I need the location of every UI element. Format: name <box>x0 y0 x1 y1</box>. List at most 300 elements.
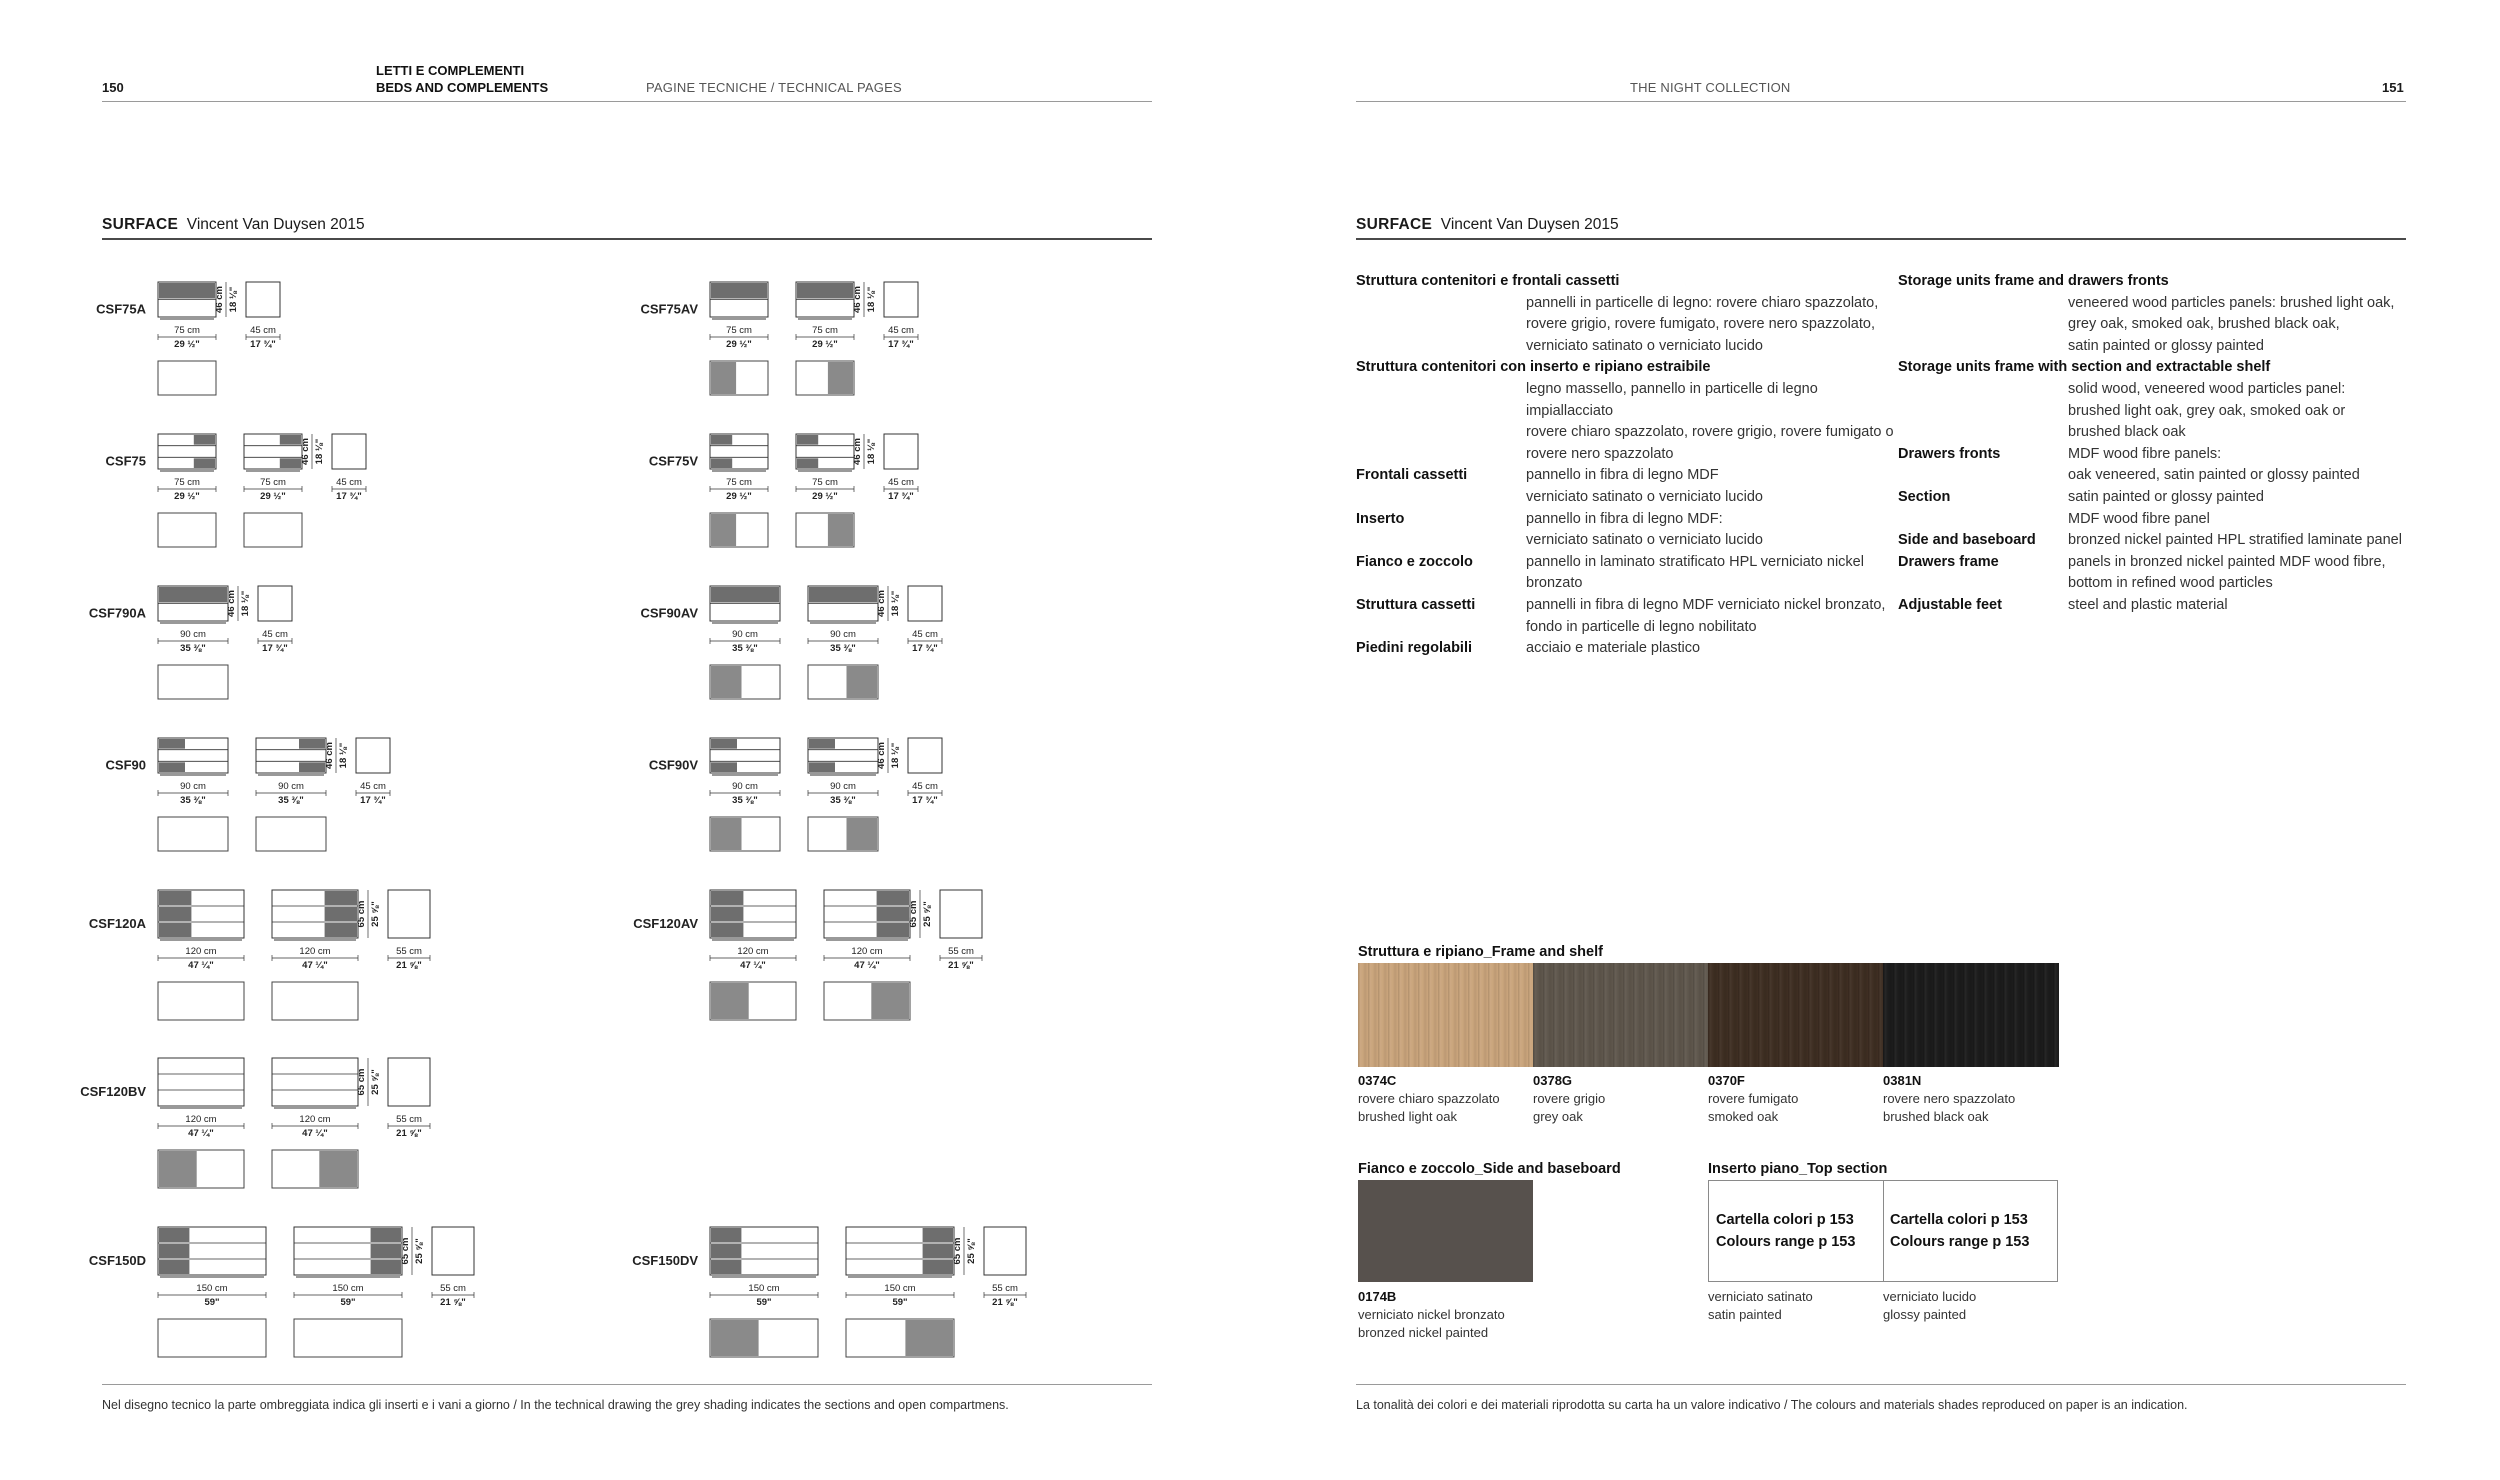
swatch-name-it: rovere grigio <box>1533 1091 1606 1106</box>
dimension-label-inch: 35 ⅜" <box>278 795 304 806</box>
dimension-label: 55 cm <box>948 946 974 957</box>
spec-line: rovere nero spazzolato <box>1526 445 1674 462</box>
dimension-label: 55 cm <box>396 946 422 957</box>
shaded-section <box>923 1228 953 1242</box>
dimension-label-inch: 35 ⅜" <box>830 795 856 806</box>
shaded-section <box>194 435 215 445</box>
shaded-section <box>877 907 909 921</box>
spec-row <box>1898 357 2418 443</box>
model-code: CSF120AV <box>633 916 698 931</box>
height-label-inch: 18 ⅛" <box>866 438 877 465</box>
height-label-inch: 18 ⅛" <box>314 438 325 465</box>
shaded-section <box>711 1228 741 1242</box>
spec-row <box>1356 509 1896 552</box>
spec-line: pannello in fibra di legno MDF <box>1526 467 1719 484</box>
dimension-label: 45 cm <box>912 629 938 640</box>
shaded-section <box>371 1228 401 1242</box>
finish-label <box>1708 1288 1813 1324</box>
swatch-name-en: brushed black oak <box>1883 1109 1989 1124</box>
spec-label: Section <box>1898 488 1951 505</box>
spec-line: verniciato satinato o verniciato lucido <box>1526 337 1763 354</box>
height-label-inch: 18 ⅛" <box>240 590 251 617</box>
front-view <box>272 1058 358 1106</box>
box-line-en: Colours range p 153 <box>1890 1234 2030 1250</box>
dimension-label-inch: 35 ⅜" <box>180 795 206 806</box>
dimension-label: 90 cm <box>732 781 758 792</box>
plan-section <box>847 666 878 698</box>
height-label-inch: 18 ⅛" <box>866 286 877 313</box>
spec-row <box>1356 595 1896 638</box>
plan-view <box>158 982 244 1020</box>
dimension-label: 150 cm <box>748 1283 780 1294</box>
height-label: 46 cm <box>876 742 887 769</box>
side-view <box>356 738 390 773</box>
side-view <box>332 434 366 469</box>
model-code: CSF75V <box>648 453 698 469</box>
footnote: Nel disegno tecnico la parte ombreggiata indica gli inserti e i vani a giorno / In the technical drawing the grey shading indicates the sections and open compartmens. <box>102 1398 1009 1412</box>
swatch-name-en: brushed light oak <box>1358 1109 1458 1124</box>
spec-row <box>1898 271 2418 357</box>
swatch-name-it: rovere fumigato <box>1708 1091 1799 1106</box>
spec-row <box>1356 552 1896 595</box>
shaded-section <box>299 739 325 749</box>
plan-view <box>158 817 228 851</box>
height-label: 65 cm <box>400 1237 411 1265</box>
model-code: CSF90V <box>648 757 698 773</box>
swatch-name-en: grey oak <box>1533 1109 1583 1124</box>
shaded-section <box>371 1260 401 1274</box>
shaded-section <box>711 283 767 299</box>
model-code: CSF75 <box>105 453 146 469</box>
swatch-label <box>1533 1072 1605 1126</box>
spec-line: pannelli in particelle di legno: rovere chiaro spazzolato, <box>1526 294 1879 311</box>
swatch-code: 0378G <box>1533 1073 1573 1088</box>
spec-line: veneered wood particles panels: brushed light oak, <box>2068 294 2395 311</box>
dimension-label: 120 cm <box>851 946 883 957</box>
footer-divider <box>1356 1384 2406 1385</box>
swatch-label <box>1708 1072 1798 1126</box>
dimension-label: 75 cm <box>174 477 200 488</box>
height-label: 65 cm <box>908 900 919 928</box>
dimension-label: 90 cm <box>830 629 856 640</box>
plan-section <box>711 983 749 1019</box>
dimension-label-inch: 35 ⅜" <box>830 643 856 654</box>
spec-line: pannello in laminato stratificato HPL verniciato nickel bronzato <box>1526 553 1864 592</box>
product-title <box>1356 216 1619 234</box>
dimension-label: 120 cm <box>737 946 769 957</box>
plan-section <box>711 362 736 394</box>
spec-label: Struttura contenitori e frontali cassetti <box>1356 273 1620 289</box>
dimension-label: 120 cm <box>185 1114 217 1125</box>
section-title-it: LETTI E COMPLEMENTI <box>376 63 525 78</box>
shaded-section <box>711 1244 741 1258</box>
dimension-label-inch: 35 ⅜" <box>732 795 758 806</box>
shaded-section <box>809 762 835 772</box>
spec-row <box>1356 465 1896 508</box>
side-view <box>908 738 942 773</box>
dimension-label-inch: 21 ⅝" <box>396 960 422 971</box>
dimension-label: 120 cm <box>299 946 331 957</box>
model-code: CSF120BV <box>80 1084 146 1099</box>
swatch-0370F <box>1708 963 1884 1067</box>
dimension-label: 75 cm <box>174 325 200 336</box>
side-section-title: Fianco e zoccolo_Side and baseboard <box>1358 1161 1621 1177</box>
shaded-section <box>711 739 737 749</box>
side-view <box>388 1058 430 1106</box>
swatch-code: 0174B <box>1358 1289 1397 1304</box>
swatch-name-it: verniciato nickel bronzato <box>1358 1307 1505 1322</box>
technical-drawings <box>0 0 1200 1400</box>
spec-line: pannello in fibra di legno MDF: <box>1526 510 1723 527</box>
spec-line: brushed black oak <box>2068 424 2186 441</box>
box-line-it: Cartella colori p 153 <box>1716 1212 1854 1228</box>
height-label: 65 cm <box>952 1237 963 1265</box>
dimension-label: 55 cm <box>992 1283 1018 1294</box>
shaded-section <box>159 891 191 905</box>
plan-section <box>871 983 909 1019</box>
dimension-label-inch: 29 ½" <box>812 339 838 350</box>
spec-label: Drawers frame <box>1898 553 1999 570</box>
shaded-section <box>711 435 732 445</box>
dimension-label-inch: 17 ¾" <box>888 491 914 502</box>
colour-range-box <box>1708 1180 1884 1282</box>
spec-line: satin painted or glossy painted <box>2068 337 2264 354</box>
specs-italian <box>1356 271 1896 660</box>
plan-section <box>159 1151 197 1187</box>
shaded-section <box>159 739 185 749</box>
dimension-label: 45 cm <box>336 477 362 488</box>
dimension-label-inch: 21 ⅝" <box>992 1297 1018 1308</box>
plan-section <box>828 362 853 394</box>
dimension-label-inch: 35 ⅜" <box>180 643 206 654</box>
height-label-inch: 18 ⅛" <box>228 286 239 313</box>
dimension-label-inch: 21 ⅝" <box>948 960 974 971</box>
plan-view <box>256 817 326 851</box>
height-label: 46 cm <box>876 590 887 617</box>
model-code: CSF790A <box>88 605 146 621</box>
plan-section <box>905 1320 953 1356</box>
spec-row <box>1898 595 2418 617</box>
shaded-section <box>877 891 909 905</box>
model-code: CSF75AV <box>640 301 698 317</box>
swatch-name-it: rovere chiaro spazzolato <box>1358 1091 1500 1106</box>
height-label-inch: 25 ⅝" <box>922 901 933 927</box>
dimension-label: 45 cm <box>912 781 938 792</box>
swatch-name-en: smoked oak <box>1708 1109 1779 1124</box>
spec-line: bronzed nickel painted HPL stratified laminate panel <box>2068 532 2402 549</box>
spec-line: pannelli in fibra di legno MDF verniciato nickel bronzato, <box>1526 596 1886 613</box>
product-name: SURFACE <box>1356 216 1433 233</box>
dimension-label-inch: 17 ¾" <box>912 643 938 654</box>
box-line-en: Colours range p 153 <box>1716 1234 1856 1250</box>
dimension-label-inch: 29 ½" <box>174 339 200 350</box>
shaded-section <box>797 283 853 299</box>
dimension-label-inch: 29 ½" <box>726 339 752 350</box>
dimension-label: 45 cm <box>888 477 914 488</box>
dimension-label: 90 cm <box>732 629 758 640</box>
plan-section <box>711 666 742 698</box>
swatch-0174B <box>1358 1180 1533 1282</box>
spec-label: Storage units frame and drawers fronts <box>1898 273 2169 289</box>
dimension-label-inch: 47 ¼" <box>740 960 766 971</box>
height-label-inch: 18 ⅛" <box>890 742 901 769</box>
dimension-label: 45 cm <box>262 629 288 640</box>
page-number: 150 <box>102 80 124 95</box>
swatch-name-it: rovere nero spazzolato <box>1883 1091 2016 1106</box>
finish-label <box>1883 1288 1976 1324</box>
shaded-section <box>797 435 818 445</box>
spec-label: Struttura cassetti <box>1356 596 1476 613</box>
dimension-label: 90 cm <box>180 629 206 640</box>
dimension-label: 45 cm <box>360 781 386 792</box>
spec-line: verniciato satinato o verniciato lucido <box>1526 488 1763 505</box>
shaded-section <box>325 907 357 921</box>
dimension-label-inch: 17 ¾" <box>336 491 362 502</box>
spec-line: brushed light oak, grey oak, smoked oak or <box>2068 402 2346 419</box>
side-view <box>432 1227 474 1275</box>
spec-label: Adjustable feet <box>1898 596 2002 613</box>
shaded-section <box>797 458 818 468</box>
dimension-label: 90 cm <box>180 781 206 792</box>
dimension-label-inch: 35 ⅜" <box>732 643 758 654</box>
dimension-label: 75 cm <box>812 325 838 336</box>
shaded-section <box>923 1244 953 1258</box>
shaded-section <box>159 1228 189 1242</box>
spec-line: fondo in particelle di legno nobilitato <box>1526 618 1757 635</box>
shaded-section <box>159 283 215 299</box>
shaded-section <box>711 762 737 772</box>
dimension-label-inch: 17 ¾" <box>360 795 386 806</box>
dimension-label: 90 cm <box>830 781 856 792</box>
shaded-section <box>159 1244 189 1258</box>
plan-view <box>158 1319 266 1357</box>
dimension-label-inch: 47 ¼" <box>302 1128 328 1139</box>
height-label: 46 cm <box>852 286 863 313</box>
side-view <box>246 282 280 317</box>
dimension-label-inch: 17 ¾" <box>888 339 914 350</box>
spec-label: Piedini regolabili <box>1356 640 1473 657</box>
finish-name-en: glossy painted <box>1883 1307 1967 1322</box>
swatch-name-en: bronzed nickel painted <box>1358 1325 1489 1340</box>
height-label: 46 cm <box>324 742 335 769</box>
side-view <box>908 586 942 621</box>
dimension-label-inch: 21 ⅝" <box>440 1297 466 1308</box>
dimension-label-inch: 47 ¼" <box>854 960 880 971</box>
spec-line: rovere chiaro spazzolato, rovere grigio, rovere fumigato o <box>1526 424 1894 441</box>
product-name: SURFACE <box>102 216 179 233</box>
dimension-label: 75 cm <box>812 477 838 488</box>
plan-view <box>158 665 228 699</box>
shaded-section <box>711 1260 741 1274</box>
height-label: 65 cm <box>356 1068 367 1096</box>
spec-label: Drawers fronts <box>1898 445 2001 462</box>
finish-name-it: verniciato lucido <box>1883 1289 1977 1304</box>
dimension-label-inch: 29 ½" <box>726 491 752 502</box>
spec-row <box>1356 638 1896 660</box>
side-view <box>984 1227 1026 1275</box>
height-label: 46 cm <box>300 438 311 465</box>
side-view <box>388 890 430 938</box>
spec-label: Side and baseboard <box>1898 532 2036 549</box>
model-code: CSF90 <box>105 757 146 773</box>
plan-view <box>158 513 216 547</box>
side-view <box>884 434 918 469</box>
dimension-label: 120 cm <box>185 946 217 957</box>
spec-line: rovere grigio, rovere fumigato, rovere nero spazzolato, <box>1526 316 1875 333</box>
plan-view <box>244 513 302 547</box>
dimension-label: 75 cm <box>260 477 286 488</box>
dimension-label-inch: 59" <box>892 1297 908 1308</box>
specs-english <box>1898 271 2418 617</box>
plan-view <box>158 361 216 395</box>
finish-name-en: satin painted <box>1708 1307 1782 1322</box>
spec-line: panels in bronzed nickel painted MDF wood fibre, <box>2068 553 2386 570</box>
swatch-code: 0370F <box>1708 1073 1745 1088</box>
spec-line: oak veneered, satin painted or glossy painted <box>2068 467 2360 484</box>
shaded-section <box>194 458 215 468</box>
dimension-label: 45 cm <box>888 325 914 336</box>
designer: Vincent Van Duysen 2015 <box>1440 216 1619 233</box>
model-code: CSF120A <box>88 916 146 931</box>
dimension-label: 45 cm <box>250 325 276 336</box>
shaded-section <box>711 458 732 468</box>
height-label: 46 cm <box>214 286 225 313</box>
shaded-section <box>159 587 227 603</box>
spec-line: solid wood, veneered wood particles panel: <box>2068 380 2346 397</box>
swatch-0374C <box>1358 963 1534 1067</box>
height-label-inch: 25 ⅝" <box>414 1238 425 1264</box>
shaded-section <box>711 907 743 921</box>
footer-divider <box>102 1384 1152 1385</box>
shaded-section <box>711 587 779 603</box>
height-label-inch: 25 ⅝" <box>370 901 381 927</box>
spec-row <box>1898 444 2418 487</box>
finish-name-it: verniciato satinato <box>1708 1289 1813 1304</box>
swatch-code: 0381N <box>1883 1073 1922 1088</box>
spec-line: acciaio e materiale plastico <box>1526 640 1701 657</box>
shaded-section <box>159 907 191 921</box>
shaded-section <box>711 891 743 905</box>
height-label-inch: 18 ⅛" <box>338 742 349 769</box>
dimension-label-inch: 29 ½" <box>812 491 838 502</box>
spec-label: Fianco e zoccolo <box>1356 553 1473 570</box>
plan-section <box>828 514 853 546</box>
dimension-label-inch: 17 ¾" <box>250 339 276 350</box>
dimension-label-inch: 47 ¼" <box>302 960 328 971</box>
spec-line: satin painted or glossy painted <box>2068 488 2264 505</box>
dimension-label-inch: 21 ⅝" <box>396 1128 422 1139</box>
header-label: PAGINE TECNICHE / TECHNICAL PAGES <box>646 80 902 95</box>
spec-line: legno massello, pannello in particelle di legno impiallacciato <box>1526 380 1818 419</box>
height-label-inch: 25 ⅝" <box>966 1238 977 1264</box>
spec-row <box>1898 530 2418 552</box>
spec-label: Storage units frame with section and extractable shelf <box>1898 359 2271 376</box>
dimension-label: 55 cm <box>440 1283 466 1294</box>
height-label: 46 cm <box>226 590 237 617</box>
dimension-label: 150 cm <box>332 1283 364 1294</box>
plan-section <box>711 1320 759 1356</box>
model-code: CSF90AV <box>640 605 698 621</box>
front-view <box>158 1058 244 1106</box>
spec-label: Struttura contenitori con inserto e ripiano estraibile <box>1356 359 1711 376</box>
model-code: CSF150D <box>88 1253 146 1268</box>
plan-section <box>319 1151 357 1187</box>
plan-view <box>272 982 358 1020</box>
side-view <box>258 586 292 621</box>
header-divider <box>1356 101 2406 102</box>
shaded-section <box>280 435 301 445</box>
dimension-label: 75 cm <box>726 325 752 336</box>
frame-section-title: Struttura e ripiano_Frame and shelf <box>1358 944 1603 960</box>
shaded-section <box>809 739 835 749</box>
swatch-0381N <box>1883 963 2059 1067</box>
height-label: 65 cm <box>356 900 367 928</box>
height-label-inch: 18 ⅛" <box>890 590 901 617</box>
dimension-label-inch: 59" <box>756 1297 772 1308</box>
height-label-inch: 25 ⅝" <box>370 1069 381 1095</box>
spec-line: grey oak, smoked oak, brushed black oak, <box>2068 316 2340 333</box>
spec-row <box>1898 487 2418 530</box>
section-title-en: BEDS AND COMPLEMENTS <box>376 80 549 95</box>
page-number: 151 <box>2382 80 2404 95</box>
shaded-section <box>809 587 877 603</box>
dimension-label: 150 cm <box>196 1283 228 1294</box>
header-label: THE NIGHT COLLECTION <box>1630 80 1791 95</box>
dimension-label-inch: 47 ¼" <box>188 960 214 971</box>
dimension-label-inch: 47 ¼" <box>188 1128 214 1139</box>
spec-line: bottom in refined wood particles <box>2068 575 2273 592</box>
dimension-label: 90 cm <box>278 781 304 792</box>
spec-row <box>1356 271 1896 357</box>
model-code: CSF75A <box>96 301 146 317</box>
plan-view <box>294 1319 402 1357</box>
shaded-section <box>159 923 191 937</box>
dimension-label: 55 cm <box>396 1114 422 1125</box>
plan-section <box>711 818 742 850</box>
designer: Vincent Van Duysen 2015 <box>186 216 365 233</box>
height-label: 46 cm <box>852 438 863 465</box>
spec-line: verniciato satinato o verniciato lucido <box>1526 532 1763 549</box>
spec-line: MDF wood fibre panel <box>2068 510 2210 527</box>
title-divider <box>1356 238 2406 240</box>
shaded-section <box>371 1244 401 1258</box>
shaded-section <box>325 891 357 905</box>
dimension-label: 120 cm <box>299 1114 331 1125</box>
swatch-0378G <box>1533 963 1709 1067</box>
swatch-label <box>1883 1072 2015 1126</box>
shaded-section <box>877 923 909 937</box>
spec-line: MDF wood fibre panels: <box>2068 445 2222 462</box>
dimension-label-inch: 29 ½" <box>174 491 200 502</box>
colour-range-box <box>1883 1180 2058 1282</box>
spec-line: steel and plastic material <box>2068 596 2228 613</box>
spec-row <box>1356 357 1896 465</box>
dimension-label-inch: 29 ½" <box>260 491 286 502</box>
shaded-section <box>159 762 185 772</box>
shaded-section <box>159 1260 189 1274</box>
shaded-section <box>711 923 743 937</box>
top-section-title: Inserto piano_Top section <box>1708 1161 1888 1177</box>
side-swatch-label <box>1358 1288 1505 1342</box>
swatch-code: 0374C <box>1358 1073 1397 1088</box>
model-code: CSF150DV <box>632 1253 698 1268</box>
shaded-section <box>280 458 301 468</box>
shaded-section <box>299 762 325 772</box>
shaded-section <box>923 1260 953 1274</box>
footnote: La tonalità dei colori e dei materiali riprodotta su carta ha un valore indicativo / The colours and materials shades reproduced on paper is an indication. <box>1356 1398 2188 1412</box>
plan-section <box>711 514 736 546</box>
spec-label: Frontali cassetti <box>1356 467 1468 484</box>
